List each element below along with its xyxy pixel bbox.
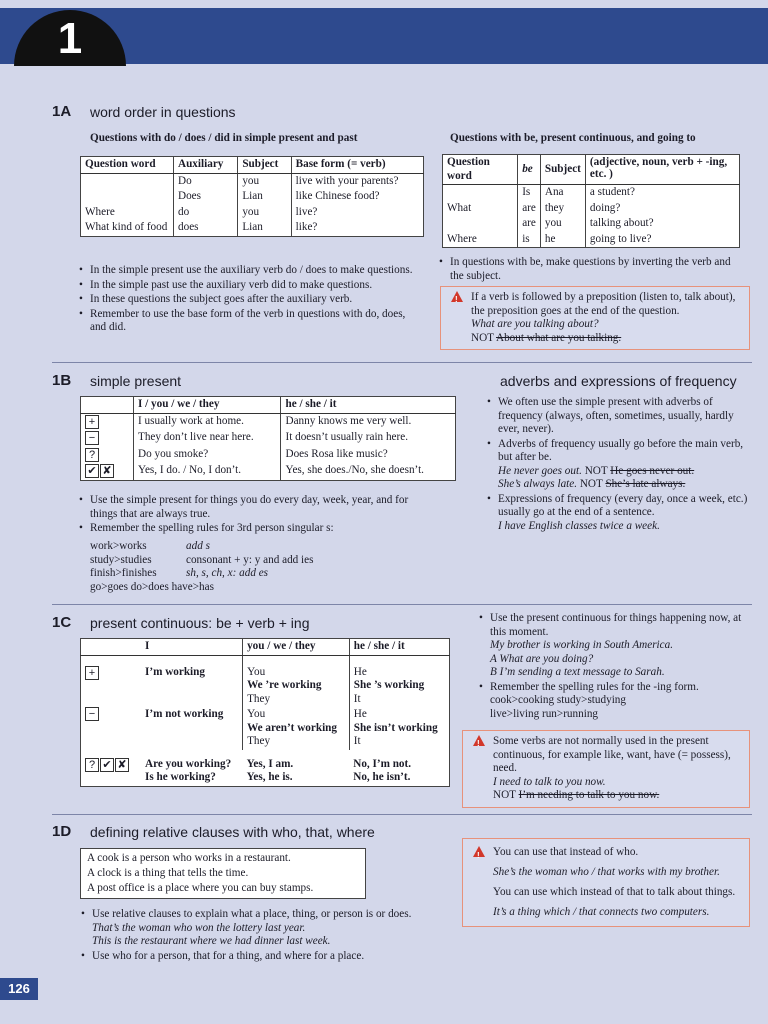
table-cell: Does — [174, 189, 238, 205]
table-cell — [443, 216, 518, 232]
table-cell: you — [238, 173, 291, 189]
table-cell: I’m working — [145, 665, 205, 678]
note-item: • Use who for a person, that for a thing, and where for a place. — [80, 950, 426, 964]
section-1b-notes — [78, 494, 424, 537]
incorrect-example: About what are you talking. — [495, 331, 622, 344]
table-cell-line: It — [353, 735, 361, 747]
warning-example: What are you talking about? — [471, 318, 599, 330]
table-header: I — [141, 639, 243, 656]
note-item — [478, 681, 750, 722]
check-icon: ✔ — [85, 464, 99, 478]
section-divider — [52, 362, 752, 363]
table-header: Base form (= verb) — [291, 157, 423, 174]
table-cell-line: Are you working? — [145, 757, 232, 770]
warning-example: I need to talk to you now. — [493, 775, 606, 788]
warning-example: She’s the woman who / that works with my brother. — [493, 866, 720, 878]
table-header: Subject — [238, 157, 291, 174]
table-row — [81, 430, 456, 447]
section-1d-title: defining relative clauses with who, that, where — [90, 824, 375, 840]
spelling-word: go>goes do>does have>has — [90, 580, 214, 593]
table-cell: I’m not working — [145, 708, 224, 720]
table-cell: like? — [291, 220, 423, 236]
note-item: • In questions with be, make questions by inverting the verb and the subject. — [438, 256, 738, 283]
table-cell-line: She isn’t working — [353, 721, 438, 734]
table-cell-line: He — [353, 665, 367, 678]
table-row — [81, 447, 456, 464]
note-item: • Remember to use the base form of the verb in questions with do, does, and did. — [78, 308, 424, 335]
table-header: Subject — [540, 155, 585, 185]
warning-box-stative-verbs — [462, 730, 750, 808]
table-cell: are — [518, 201, 541, 217]
warning-icon — [473, 735, 485, 746]
table-cell: are — [518, 216, 541, 232]
table-cell: is — [518, 232, 541, 248]
example-line: A clock is a thing that tells the time. — [87, 867, 249, 879]
relative-clause-examples-box — [80, 848, 366, 899]
table-cell: Ana — [540, 185, 585, 201]
cross-icon: ✘ — [100, 464, 114, 478]
present-continuous-table — [80, 638, 450, 787]
table-row — [81, 463, 456, 480]
note-text: Expressions of frequency (every day, once a week, etc.) usually go at the end of a sentence. — [498, 492, 748, 518]
plus-icon: + — [85, 666, 99, 680]
table-cell: Is — [518, 185, 541, 201]
table-header: (adjective, noun, verb + -ing, etc. ) — [585, 155, 739, 185]
table-cell: Lian — [238, 220, 291, 236]
section-1b-title: simple present — [90, 373, 182, 389]
example: My brother is working in South America. — [490, 639, 674, 651]
table-header: be — [518, 155, 541, 185]
plus-icon: + — [85, 415, 99, 429]
warning-icon — [473, 846, 485, 857]
simple-present-table — [80, 396, 456, 481]
table-cell-line: It — [353, 692, 361, 705]
table-row — [81, 750, 450, 787]
table-cell: a student? — [585, 185, 739, 201]
note-item: • Remember the spelling rules for 3rd person singular s: — [78, 522, 424, 536]
table-row — [81, 655, 450, 707]
not-label: NOT — [579, 478, 603, 490]
note-item: • In these questions the subject goes after the auxiliary verb. — [78, 293, 424, 307]
table-cell-line: They — [247, 735, 271, 747]
question-table-be — [442, 154, 740, 248]
table-cell-line: No, he isn’t. — [353, 771, 411, 783]
section-1a-left-subtitle: Questions with do / does / did in simple present and past — [90, 132, 358, 144]
note-item: • In the simple past use the auxiliary verb did to make questions. — [78, 279, 424, 293]
table-cell: you — [540, 216, 585, 232]
warning-text: If a verb is followed by a preposition (listen to, talk about), the preposition goes at the end of the question. — [471, 291, 736, 317]
frequency-title: adverbs and expressions of frequency — [500, 373, 737, 389]
table-header: Auxiliary — [174, 157, 238, 174]
not-label: NOT — [493, 789, 516, 801]
example-line: A cook is a person who works in a restaurant. — [87, 852, 291, 864]
spelling-rule: add s — [186, 540, 210, 552]
table-cell: Lian — [238, 189, 291, 205]
table-cell — [81, 173, 174, 189]
table-row — [81, 220, 424, 236]
not-label: NOT — [471, 331, 494, 344]
warning-example: It’s a thing which / that connects two computers. — [493, 906, 710, 918]
table-cell: Does Rosa like music? — [281, 447, 456, 464]
table-cell-line: She ’s working — [353, 679, 425, 691]
example: I have English classes twice a week. — [498, 519, 660, 532]
table-cell: It doesn’t usually rain here. — [281, 430, 456, 447]
section-1d-notes — [80, 908, 426, 964]
note-item: • Use the simple present for things you do every day, week, year, and for things that are always true. — [78, 494, 424, 521]
incorrect-example: He goes never out. — [610, 464, 695, 477]
table-row — [81, 707, 450, 750]
spelling-word: work>works — [90, 540, 147, 552]
section-1c-notes — [478, 612, 750, 722]
table-cell: doing? — [585, 201, 739, 217]
unit-number: 1 — [57, 14, 83, 63]
table-cell-line: Is he working? — [145, 771, 216, 783]
section-1c-title: present continuous: be + verb + ing — [90, 615, 310, 631]
table-cell — [81, 189, 174, 205]
note-item — [80, 908, 426, 949]
section-1a-right-subtitle: Questions with be, present continuous, and going to — [450, 132, 696, 144]
example-line: A post office is a place where you can buy stamps. — [87, 882, 314, 894]
table-cell: they — [540, 201, 585, 217]
warning-box-that-which — [462, 838, 750, 927]
section-1a-title: word order in questions — [90, 104, 236, 120]
table-cell: Yes, she does./No, she doesn’t. — [281, 463, 456, 480]
check-icon: ✔ — [100, 758, 114, 772]
section-1d-code: 1D — [52, 823, 72, 840]
note-item: • We often use the simple present with adverbs of frequency (always, often, sometimes, usually, hardly ever, never). — [486, 396, 748, 437]
warning-icon — [451, 291, 463, 302]
table-cell: Do you smoke? — [134, 447, 281, 464]
table-cell-line: We ’re working — [247, 679, 322, 691]
question-table-do-does — [80, 156, 424, 237]
example: He never goes out. — [498, 464, 582, 477]
spelling-word: study>studies — [90, 553, 152, 566]
section-1a-right-notes — [438, 256, 738, 284]
table-cell: Do — [174, 173, 238, 189]
table-row — [81, 173, 424, 189]
section-1c-code: 1C — [52, 614, 72, 631]
table-cell: They don’t live near here. — [134, 430, 281, 447]
table-row — [443, 216, 740, 232]
table-header — [81, 639, 142, 656]
page-number: 126 — [0, 978, 38, 1000]
table-cell-line: Yes, I am. — [246, 757, 294, 770]
example: A What are you doing? — [490, 652, 594, 665]
example: This is the restaurant where we had dinner last week. — [92, 935, 331, 947]
table-row — [443, 201, 740, 217]
table-cell: What — [447, 201, 472, 214]
section-divider — [52, 604, 752, 605]
question-icon: ? — [85, 758, 99, 772]
table-row — [81, 413, 456, 430]
section-1a-notes — [78, 264, 424, 336]
frequency-notes — [486, 396, 748, 534]
table-cell: like Chinese food? — [291, 189, 423, 205]
note-text: Use the present continuous for things happening now, at this moment. — [490, 612, 742, 638]
table-cell — [443, 185, 518, 201]
spelling-example: cook>cooking study>studying — [490, 694, 626, 706]
table-cell-line: They — [247, 692, 271, 705]
table-header: Question word — [81, 157, 174, 174]
table-cell: going to live? — [585, 232, 739, 248]
table-cell: What kind of food — [85, 221, 168, 233]
warning-text: You can use that instead of who. — [493, 846, 639, 858]
spelling-rule: sh, s, ch, x: add es — [186, 567, 269, 579]
table-header: he / she / it — [281, 397, 456, 414]
not-label: NOT — [584, 464, 608, 477]
note-item — [486, 438, 748, 492]
table-header: I / you / we / they — [134, 397, 281, 414]
spelling-rule: consonant + y: y and add ies — [186, 553, 314, 566]
note-text: Adverbs of frequency usually go before the main verb, but after be. — [498, 437, 744, 463]
question-icon: ? — [85, 448, 99, 462]
warning-text: You can use which instead of that to talk about things. — [493, 886, 736, 898]
minus-icon: − — [85, 431, 99, 445]
table-cell-line: Yes, he is. — [246, 771, 293, 783]
incorrect-example: She’s late always. — [605, 478, 686, 490]
table-row — [81, 205, 424, 221]
spelling-example: live>living run>running — [490, 707, 599, 720]
table-header: you / we / they — [243, 639, 350, 656]
table-header: Question word — [443, 155, 518, 185]
cross-icon: ✘ — [115, 758, 129, 772]
table-cell: he — [540, 232, 585, 248]
table-cell: talking about? — [585, 216, 739, 232]
table-cell-line: We aren’t working — [247, 721, 337, 734]
table-cell-line: You — [247, 665, 266, 678]
example: That’s the woman who won the lottery last year. — [92, 921, 306, 934]
note-text: Use relative clauses to explain what a place, thing, or person is or does. — [92, 908, 412, 920]
table-cell-line: You — [247, 708, 266, 720]
table-cell: Yes, I do. / No, I don’t. — [134, 463, 281, 480]
incorrect-example: I’m needing to talk to you now. — [518, 789, 660, 801]
spelling-rules — [90, 540, 390, 594]
table-cell: does — [174, 220, 238, 236]
table-cell: you — [238, 205, 291, 221]
table-cell: Where — [85, 205, 115, 218]
example: She’s always late. — [498, 478, 578, 490]
note-item: • In the simple present use the auxiliary verb do / does to make questions. — [78, 264, 424, 278]
table-cell: I usually work at home. — [134, 413, 281, 430]
table-cell-line: No, I’m not. — [353, 757, 412, 770]
minus-icon: − — [85, 707, 99, 721]
section-1b-code: 1B — [52, 372, 72, 389]
note-item — [478, 612, 750, 680]
table-cell: live? — [291, 205, 423, 221]
section-divider — [52, 814, 752, 815]
note-text: Remember the spelling rules for the -ing form. — [490, 680, 699, 693]
note-item — [486, 493, 748, 534]
table-row — [443, 232, 740, 248]
section-1a-code: 1A — [52, 103, 72, 120]
table-header — [81, 397, 134, 414]
table-cell: Where — [447, 232, 477, 245]
table-header: he / she / it — [349, 639, 449, 656]
table-cell: do — [174, 205, 238, 221]
warning-text: Some verbs are not normally used in the present continuous, for example like, want, have (= possess), need. — [493, 735, 731, 774]
table-cell-line: He — [353, 708, 367, 720]
example: B I’m sending a text message to Sarah. — [490, 666, 665, 678]
spelling-word: finish>finishes — [90, 567, 157, 579]
table-cell: Danny knows me very well. — [281, 413, 456, 430]
table-row — [81, 189, 424, 205]
warning-box-preposition — [440, 286, 750, 350]
table-row — [443, 185, 740, 201]
table-cell: live with your parents? — [291, 173, 423, 189]
